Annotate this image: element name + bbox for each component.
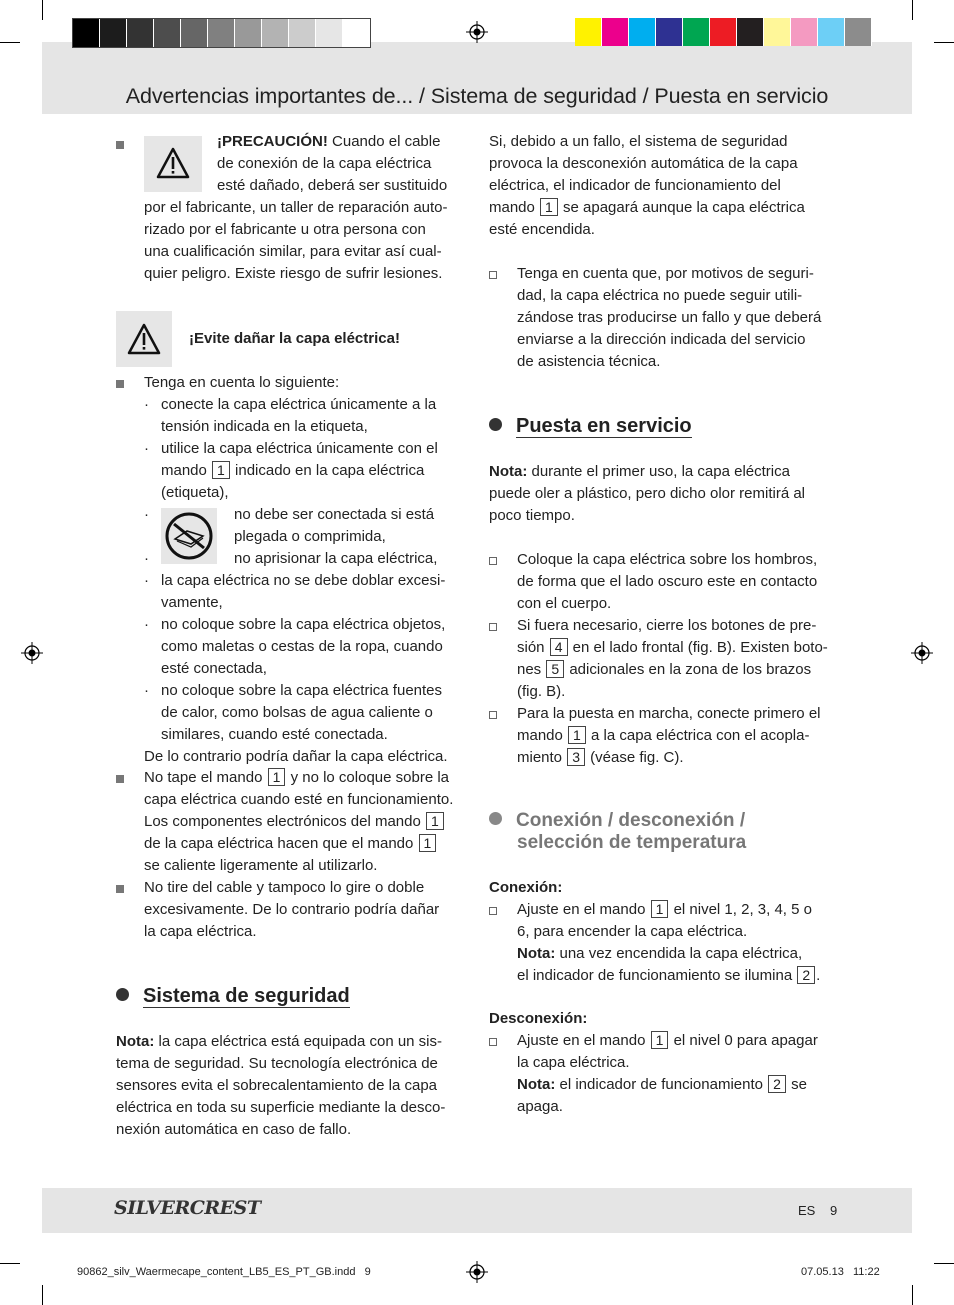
text-line: el indicador de funcionamiento xyxy=(559,1076,763,1093)
text-line: Coloque la capa eléctrica sobre los hombros, xyxy=(517,551,818,568)
text-line: y no lo coloque sobre la xyxy=(290,769,449,786)
text-line: por el fabricante, un taller de reparación auto- xyxy=(144,199,448,216)
text-line: utilice la capa eléctrica únicamente con el xyxy=(161,440,438,457)
list-intro: Tenga en cuenta lo siguiente: xyxy=(144,374,340,391)
registration-mark-icon xyxy=(21,642,43,664)
heading-line: Conexión / desconexión / xyxy=(516,810,746,831)
text-line: en el lado frontal (fig. B). Existen boto- xyxy=(572,639,828,656)
text-line: se apagará aunque la capa eléctrica xyxy=(563,199,805,216)
color-swatch xyxy=(764,18,791,46)
color-swatch xyxy=(343,19,370,47)
color-swatch xyxy=(602,18,629,46)
color-swatch xyxy=(575,18,602,46)
text-line: Si fuera necesario, cierre los botones de pre- xyxy=(517,617,817,634)
text-line: la capa eléctrica no se debe doblar excesi- xyxy=(161,572,446,589)
color-swatch xyxy=(710,18,737,46)
part-number-5: 5 xyxy=(546,660,564,678)
text-line: una cualificación similar, para evitar así cual- xyxy=(144,243,442,260)
warning-box xyxy=(144,136,202,192)
caution-text-cont xyxy=(144,197,448,285)
page-title: Advertencias importantes de... / Sistema de seguridad / Puesta en servicio xyxy=(125,84,829,108)
crop-mark xyxy=(934,42,954,43)
text-line: a la capa eléctrica con el acopla- xyxy=(591,727,810,744)
part-number-1: 1 xyxy=(568,726,586,744)
warning-triangle-icon xyxy=(116,311,172,367)
paragraph xyxy=(517,899,820,987)
checkbox-bullet xyxy=(489,711,497,719)
part-number-2: 2 xyxy=(797,966,815,984)
section-heading-connection xyxy=(489,810,746,854)
language-code: ES xyxy=(798,1203,816,1218)
startup-note xyxy=(489,461,805,527)
text-line: esté conectada, xyxy=(161,660,267,677)
caution-label: ¡PRECAUCIÓN! xyxy=(217,133,328,150)
text-line: la capa eléctrica. xyxy=(517,1054,630,1071)
text-line: Si, debido a un fallo, el sistema de seguridad xyxy=(489,133,788,150)
print-date: 07.05.13 11:22 xyxy=(801,1266,880,1278)
text-line: (etiqueta), xyxy=(161,484,229,501)
text-line: apaga. xyxy=(517,1098,563,1115)
color-swatch xyxy=(316,19,343,47)
part-number-2: 2 xyxy=(768,1075,786,1093)
text-line: quier peligro. Existe riesgo de sufrir lesiones. xyxy=(144,265,443,282)
checkbox-bullet xyxy=(489,623,497,631)
note-label: Nota: xyxy=(517,1076,556,1093)
text-line: no debe ser conectada si está xyxy=(234,506,435,523)
text-line: no coloque sobre la capa eléctrica fuentes xyxy=(161,682,443,699)
text-line: enviarse a la dirección indicada del servicio xyxy=(517,331,806,348)
part-number-1: 1 xyxy=(651,1031,669,1049)
paragraph xyxy=(144,877,439,943)
gray-color-bar xyxy=(72,18,371,48)
section-heading-startup: Puesta en servicio xyxy=(489,415,692,437)
text-line: dad, la capa eléctrica no puede seguir utili- xyxy=(517,287,803,304)
part-number-1: 1 xyxy=(540,198,558,216)
crop-mark xyxy=(912,0,913,20)
text-line: Los componentes electrónicos del mando xyxy=(144,813,421,830)
text-line: puede oler a plástico, pero dicho olor remitirá al xyxy=(489,485,806,502)
text-line: excesivamente. De lo contrario podría dañar xyxy=(144,901,440,918)
color-swatch xyxy=(100,19,127,47)
no-fold-icon xyxy=(161,508,217,564)
registration-mark-icon xyxy=(911,642,933,664)
text-line: no aprisionar la capa eléctrica, xyxy=(234,550,438,567)
text-line: De lo contrario podría dañar la capa eléctrica. xyxy=(144,748,448,765)
file-slug: 90862_silv_Waermecape_content_LB5_ES_PT_GB.indd 9 xyxy=(77,1266,371,1278)
list-item: · no coloque sobre la capa eléctrica objetos, como maletas o cestas de la ropa, cuando esté conectada, xyxy=(144,614,474,680)
text-line: una vez encendida la capa eléctrica, xyxy=(559,945,803,962)
text-line: Tenga en cuenta que, por motivos de seguri- xyxy=(517,265,814,282)
bullet xyxy=(116,141,124,149)
text-line: zándose tras producirse un fallo y que deberá xyxy=(517,309,822,326)
crop-mark xyxy=(42,0,43,20)
text-line: como maletas o cestas de la ropa, cuando xyxy=(161,638,443,655)
bullet xyxy=(116,775,124,783)
paragraph xyxy=(144,767,453,877)
text-line: la capa eléctrica. xyxy=(144,923,257,940)
caution-text xyxy=(217,131,447,197)
paragraph xyxy=(517,703,821,769)
connection-label: Conexión: xyxy=(489,879,563,896)
checkbox-bullet xyxy=(489,907,497,915)
text-line: . xyxy=(816,967,821,984)
brand-logo: SILVERCREST xyxy=(114,1197,261,1219)
color-swatch xyxy=(181,19,208,47)
text-line: nexión automática en caso de fallo. xyxy=(116,1121,352,1138)
paragraph xyxy=(517,263,821,373)
text-line: No tape el mando xyxy=(144,769,263,786)
dash-list xyxy=(144,394,474,768)
color-swatch xyxy=(791,18,818,46)
list-item: · la capa eléctrica no se debe doblar excesi- vamente, xyxy=(144,570,474,614)
checkbox-bullet xyxy=(489,557,497,565)
bullet xyxy=(116,885,124,893)
color-swatch xyxy=(629,18,656,46)
paragraph xyxy=(517,1030,818,1118)
text-line: capa eléctrica cuando esté en funcionamiento. xyxy=(144,791,454,808)
text-line: durante el primer uso, la capa eléctrica xyxy=(531,463,790,480)
process-color-bar xyxy=(575,18,872,46)
note-label: Nota: xyxy=(517,945,556,962)
list-item: · utilice la capa eléctrica únicamente con el mando 1 indicado en la capa eléctrica (etiqueta), xyxy=(144,438,474,504)
avoid-damage-heading: ¡Evite dañar la capa eléctrica! xyxy=(189,330,400,347)
part-number-1: 1 xyxy=(419,834,437,852)
text-line: plegada o comprimida, xyxy=(234,528,386,545)
section-heading-safety: Sistema de seguridad xyxy=(116,985,350,1007)
color-swatch xyxy=(737,18,764,46)
part-number-3: 3 xyxy=(567,748,585,766)
crop-mark xyxy=(912,1285,913,1305)
text-line: de calor, como bolsas de agua caliente o xyxy=(161,704,433,721)
text-line: mando xyxy=(161,462,207,479)
crop-mark xyxy=(0,1263,20,1264)
text-line: esté dañado, deberá ser sustituido xyxy=(217,177,448,194)
part-number-1: 1 xyxy=(268,768,286,786)
color-swatch xyxy=(845,18,872,46)
color-swatch xyxy=(656,18,683,46)
text-line: poco tiempo. xyxy=(489,507,575,524)
text-line: miento xyxy=(517,749,563,766)
color-swatch xyxy=(154,19,181,47)
bullet xyxy=(116,380,124,388)
crop-mark xyxy=(42,1285,43,1305)
note-label: Nota: xyxy=(116,1033,155,1050)
paragraph xyxy=(517,615,828,703)
text-line: de forma que el lado oscuro este en contacto xyxy=(517,573,818,590)
text-line: rizado por el fabricante u otra persona con xyxy=(144,221,426,238)
text-line: tema de seguridad. Su tecnología electrónica de xyxy=(116,1055,438,1072)
checkbox-bullet xyxy=(489,1038,497,1046)
list-item: · conecte la capa eléctrica únicamente a la tensión indicada en la etiqueta, xyxy=(144,394,474,438)
warning-box xyxy=(116,311,172,367)
color-swatch xyxy=(127,19,154,47)
text-line: el indicador de funcionamiento se ilumina xyxy=(517,967,793,984)
text-line: sensores evita el sobrecalentamiento de la capa xyxy=(116,1077,438,1094)
color-swatch xyxy=(289,19,316,47)
color-swatch xyxy=(683,18,710,46)
color-swatch xyxy=(235,19,262,47)
text-line: indicado en la capa eléctrica xyxy=(235,462,425,479)
text-line: (véase fig. C). xyxy=(590,749,684,766)
text-line: de asistencia técnica. xyxy=(517,353,661,370)
text-line: eléctrica, el indicador de funcionamiento del xyxy=(489,177,781,194)
color-swatch xyxy=(73,19,100,47)
text-line: con el cuerpo. xyxy=(517,595,612,612)
color-swatch xyxy=(818,18,845,46)
text-line: provoca la desconexión automática de la capa xyxy=(489,155,798,172)
page-number: 9 xyxy=(830,1203,838,1218)
disconnection-label: Desconexión: xyxy=(489,1010,588,1027)
text-line: se xyxy=(791,1076,807,1093)
text-line: conecte la capa eléctrica únicamente a la xyxy=(161,396,437,413)
text-line: similares, cuando esté conectada. xyxy=(161,726,388,743)
text-line: se caliente ligeramente al utilizarlo. xyxy=(144,857,378,874)
list-item: · no debe ser conectada si está plegada o comprimida, xyxy=(144,504,474,548)
color-swatch xyxy=(262,19,289,47)
text-line: la capa eléctrica está equipada con un sis- xyxy=(158,1033,443,1050)
part-number-1: 1 xyxy=(651,900,669,918)
color-swatch xyxy=(208,19,235,47)
heading-line: selección de temperatura xyxy=(517,832,747,853)
text-line: vamente, xyxy=(161,594,223,611)
part-number-1: 1 xyxy=(212,461,230,479)
text-line: mando xyxy=(489,199,535,216)
text-line: de la capa eléctrica hacen que el mando xyxy=(144,835,414,852)
text-line: el nivel 1, 2, 3, 4, 5 o xyxy=(673,901,812,918)
registration-mark-icon xyxy=(466,21,488,43)
text-line: esté encendida. xyxy=(489,221,595,238)
text-line: (fig. B). xyxy=(517,683,566,700)
list-item: · no coloque sobre la capa eléctrica fuentes de calor, como bolsas de agua caliente o similares, cuando esté conectada. xyxy=(144,680,474,746)
crop-mark xyxy=(0,42,20,43)
list-item: · no aprisionar la capa eléctrica, xyxy=(144,548,474,570)
safety-note xyxy=(116,1031,445,1141)
text-line: eléctrica en toda su superficie mediante la desco- xyxy=(116,1099,446,1116)
text-line: Para la puesta en marcha, conecte primero el xyxy=(517,705,821,722)
text-line: adicionales en la zona de los brazos xyxy=(569,661,812,678)
text-line: Ajuste en el mando xyxy=(517,901,646,918)
paragraph xyxy=(517,549,817,615)
text-line: el nivel 0 para apagar xyxy=(673,1032,818,1049)
part-number-4: 4 xyxy=(550,638,568,656)
note-label: Nota: xyxy=(489,463,528,480)
text-line: sión xyxy=(517,639,545,656)
text-line: nes xyxy=(517,661,542,678)
text-line: Ajuste en el mando xyxy=(517,1032,646,1049)
part-number-1: 1 xyxy=(426,812,444,830)
text-line: de conexión de la capa eléctrica xyxy=(217,155,432,172)
crop-mark xyxy=(934,1263,954,1264)
checkbox-bullet xyxy=(489,271,497,279)
text-line: 6, para encender la capa eléctrica. xyxy=(517,923,748,940)
text-line: no coloque sobre la capa eléctrica objetos, xyxy=(161,616,446,633)
text-line: Cuando el cable xyxy=(332,133,441,150)
text-line: tensión indicada en la etiqueta, xyxy=(161,418,368,435)
warning-triangle-icon xyxy=(144,136,202,192)
text-line: mando xyxy=(517,727,563,744)
registration-mark-icon xyxy=(466,1261,488,1283)
paragraph xyxy=(489,131,805,241)
text-line: No tire del cable y tampoco lo gire o doble xyxy=(144,879,425,896)
